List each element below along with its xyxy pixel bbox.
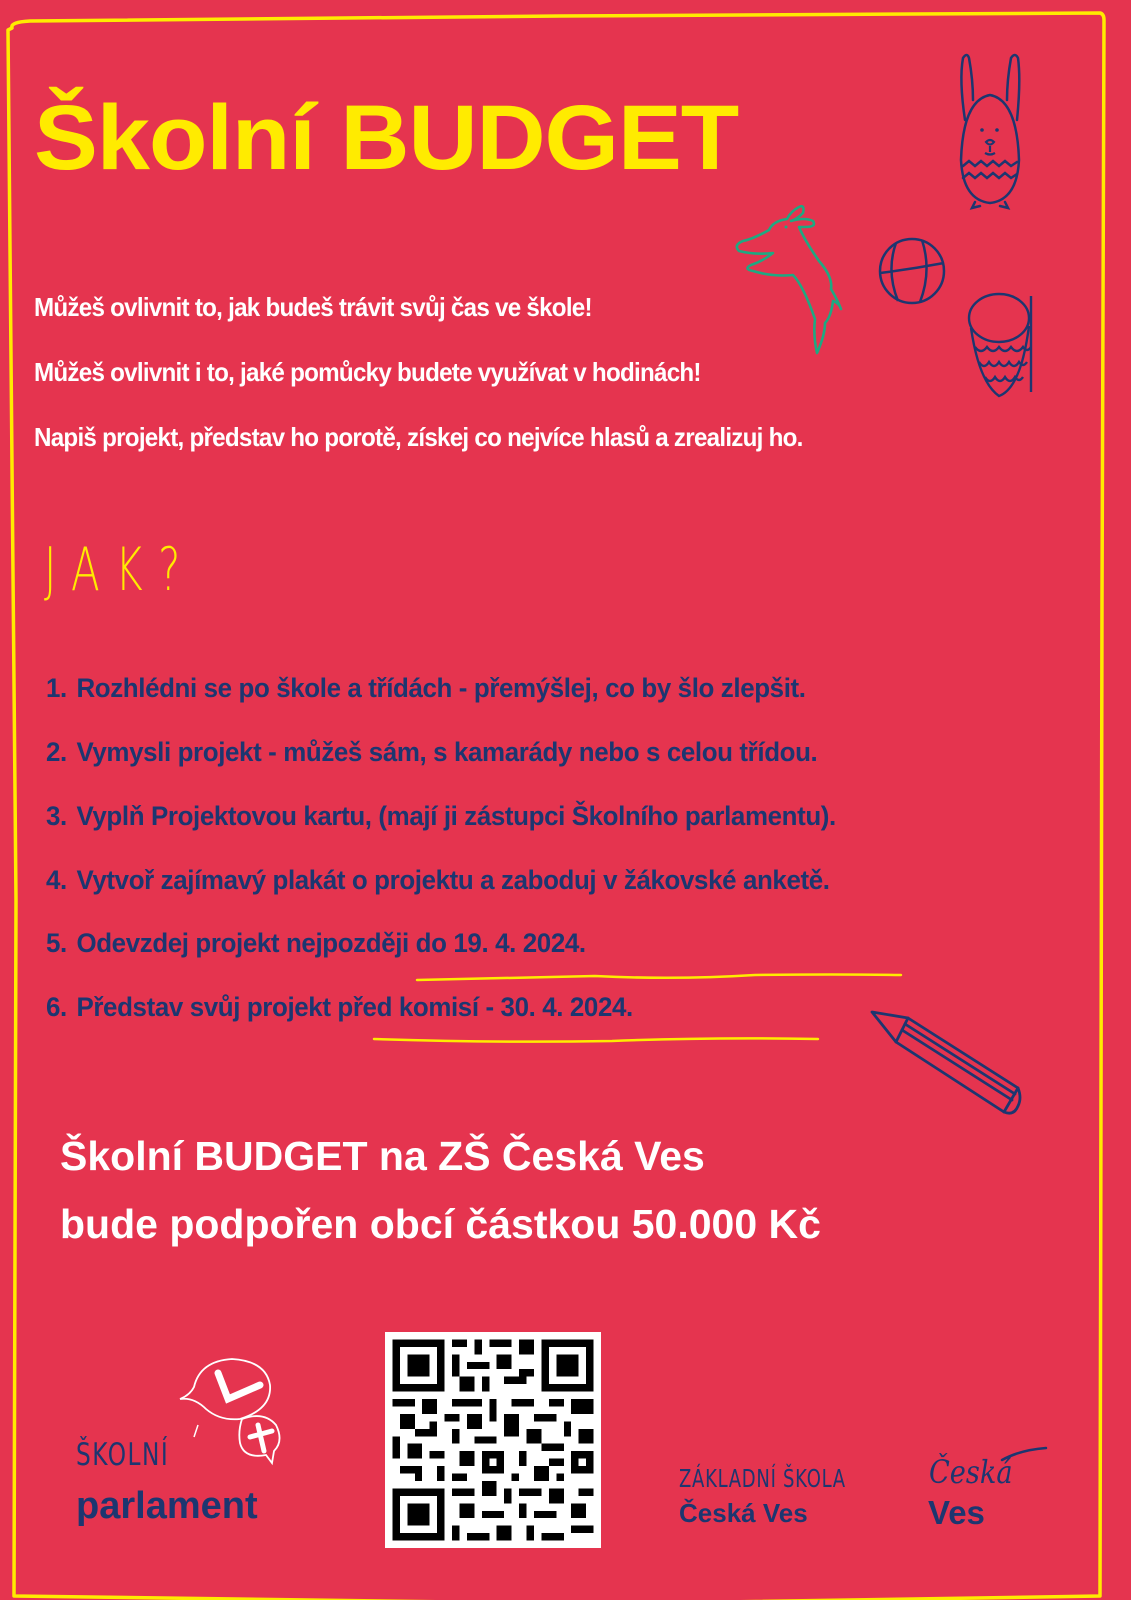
step-item: [46, 928, 586, 959]
step-number: 2.: [46, 737, 67, 767]
bunny-egg-icon: [955, 50, 1025, 210]
school-parliament-logo-line-2: parlament: [76, 1485, 258, 1527]
step-text: Vyplň Projektovou kartu, (mají ji zástupci Školního parlamentu).: [76, 801, 836, 831]
school-logo-line-2: Česká Ves: [679, 1498, 808, 1528]
ball-icon: [876, 235, 948, 307]
step-text: Představ svůj projekt před komisí - 30. 4. 2024.: [76, 992, 633, 1022]
intro-line-1: Můžeš ovlivnit to, jak budeš trávit svůj čas ve škole!: [34, 292, 592, 322]
pencil-icon: [868, 1008, 1038, 1118]
school-logo-line-1: ZÁKLADNÍ ŠKOLA: [679, 1464, 846, 1493]
qr-code[interactable]: [385, 1332, 601, 1548]
intro-line-2: Můžeš ovlivnit i to, jaké pomůcky budete využívat v hodinách!: [34, 357, 701, 387]
municipality-logo-line-2: Ves: [928, 1494, 985, 1531]
step-number: 5.: [46, 928, 67, 958]
step-text: Vymysli projekt - můžeš sám, s kamarády nebo s celou třídou.: [76, 737, 818, 767]
step-item: [46, 801, 836, 832]
underline-date-6: [372, 1033, 822, 1047]
page-title: Školní BUDGET: [34, 87, 739, 189]
qr-code-icon: [385, 1332, 601, 1548]
support-line-1: Školní BUDGET na ZŠ Česká Ves: [60, 1133, 705, 1179]
step-text: Odevzdej projekt nejpozději do 19. 4. 2024.: [76, 928, 586, 958]
support-line-2: bude podpořen obcí částkou 50.000 Kč: [60, 1201, 821, 1247]
step-text: Rozhlédni se po škole a třídách - přemýšlej, co by šlo zlepšit.: [76, 673, 806, 703]
school-parliament-logo-line-1: ŠKOLNÍ: [76, 1437, 170, 1473]
underline-date-5: [415, 970, 905, 984]
step-item: [46, 737, 817, 768]
how-heading: JAK?: [44, 535, 196, 605]
step-text: Vytvoř zajímavý plakát o projektu a zaboduj v žákovské anketě.: [76, 865, 830, 895]
step-number: 1.: [46, 673, 67, 703]
step-number: 3.: [46, 801, 67, 831]
jumping-rabbit-icon: [733, 205, 873, 355]
step-item: [46, 673, 806, 704]
step-number: 6.: [46, 992, 67, 1022]
step-item: [46, 992, 633, 1023]
easter-egg-icon: [965, 292, 1040, 402]
intro-line-3: Napiš projekt, představ ho porotě, získej co nejvíce hlasů a zrealizuj ho.: [34, 422, 803, 452]
speech-bubbles-icon: [170, 1355, 300, 1475]
municipality-logo-line-1: Česká: [929, 1453, 1013, 1491]
step-item: [46, 865, 830, 896]
step-number: 4.: [46, 865, 67, 895]
